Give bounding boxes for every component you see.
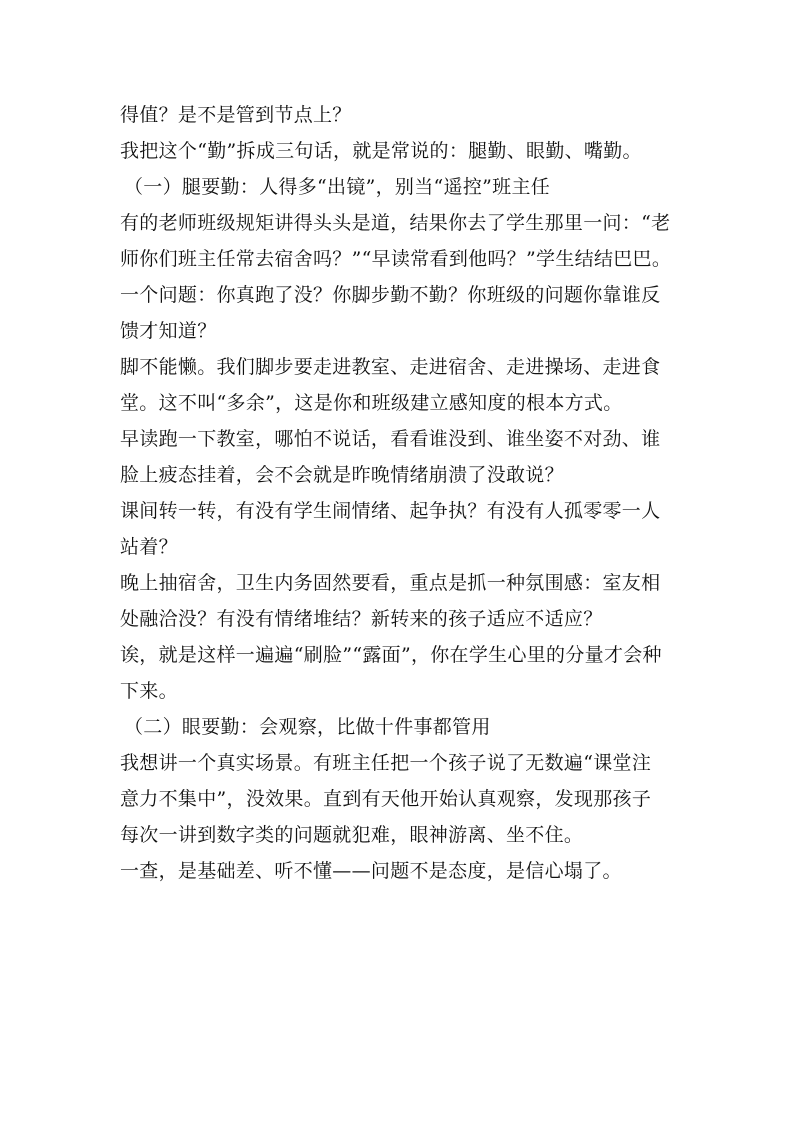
text-line: 每次一讲到数字类的问题就犯难，眼神游离、坐不住。 [120,824,584,846]
text-line: 意力不集中”，没效果。直到有天他开始认真观察，发现那孩子 [120,788,652,810]
text-line: 课间转一转，有没有学生闹情绪、起争执？有没有人孤零零一人 [120,500,661,522]
text-line: 站着？ [120,536,178,558]
text-line: 堂。这不叫“多余”，这是你和班级建立感知度的根本方式。 [120,392,623,414]
text-line: 脸上疲态挂着，会不会就是昨晚情绪崩溃了没敢说？ [120,464,564,486]
text-line: 晚上抽宿舍，卫生内务固然要看，重点是抓一种氛围感：室友相 [120,572,661,594]
text-line: 我想讲一个真实场景。有班主任把一个孩子说了无数遍“课堂注 [120,752,652,774]
text-line: 诶，就是这样一遍遍“刷脸”“露面”，你在学生心里的分量才会种 [120,644,662,666]
text-line: 早读跑一下教室，哪怕不说话，看看谁没到、谁坐姿不对劲、谁 [120,428,661,450]
section-heading-2: （二）眼要勤：会观察，比做十件事都管用 [124,716,491,738]
document-body [120,97,680,889]
text-line: 馈才知道？ [120,320,217,342]
text-line: 脚不能懒。我们脚步要走进教室、走进宿舍、走进操场、走进食 [120,356,661,378]
text-line: 有的老师班级规矩讲得头头是道，结果你去了学生那里一问：“老 [120,212,671,234]
text-line: 师你们班主任常去宿舍吗？”“早读常看到他吗？”学生结结巴巴。 [120,248,672,270]
text-line: 我把这个“勤”拆成三句话，就是常说的：腿勤、眼勤、嘴勤。 [120,140,642,162]
text-line: 处融洽没？有没有情绪堆结？新转来的孩子适应不适应？ [120,608,603,630]
text-line: 一个问题：你真跑了没？你脚步勤不勤？你班级的问题你靠谁反 [120,284,661,306]
section-heading-1: （一）腿要勤：人得多“出镜”，别当“遥控”班主任 [124,176,551,198]
text-line: 一查，是基础差、听不懂——问题不是态度，是信心塌了。 [120,860,622,882]
text-line: 得值？是不是管到节点上？ [120,104,352,126]
text-line: 下来。 [120,680,178,702]
